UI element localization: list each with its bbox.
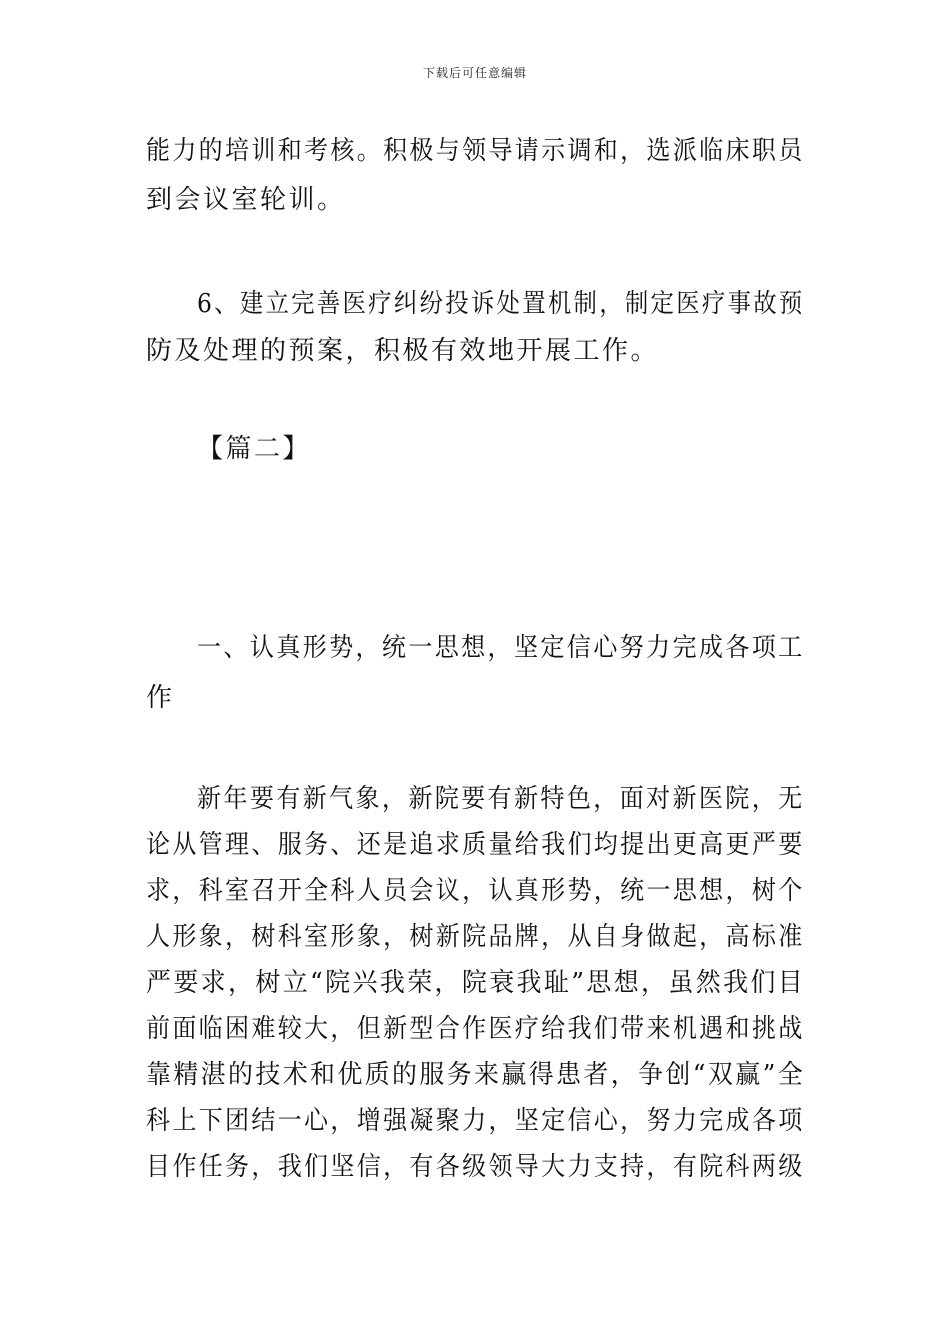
page-header: 下载后可任意编辑 (422, 66, 527, 80)
text-line: 作 (146, 683, 175, 713)
text-line: 靠精湛的技术和优质的服务来赢得患者，争创“双赢”全 (146, 1060, 806, 1090)
text-line: 前面临困难较大，但新型合作医疗给我们带来机遇和挑战 (146, 1014, 805, 1044)
text-line: 新年要有新气象，新院要有新特色，面对新医院，无 (197, 784, 805, 814)
text-line: 论从管理、服务、还是追求质量给我们均提出更高更严要 (146, 830, 805, 860)
text-line: 求，科室召开全科人员会议，认真形势，统一思想，树个 (146, 876, 805, 906)
text-line: 严要求，树立“院兴我荣，院衰我耻”思想，虽然我们目 (146, 968, 806, 998)
text-line: 防及处理的预案，积极有效地开展工作。 (146, 336, 660, 366)
section-title: 【篇二】 (197, 434, 312, 464)
text-line: 能力的培训和考核。积极与领导请示调和，选派临床职员 (146, 136, 805, 166)
text-line: 到会议室轮训。 (146, 185, 346, 215)
text-line: 一、认真形势，统一思想，坚定信心努力完成各项工 (197, 633, 805, 663)
text-line: 6、建立完善医疗纠纷投诉处置机制，制定医疗事故预 (197, 289, 805, 319)
text-line: 人形象，树科室形象，树新院品牌，从自身做起，高标准 (146, 922, 805, 952)
text-line: 科上下团结一心，增强凝聚力，坚定信心，努力完成各项 (146, 1106, 805, 1136)
text-line: 目作任务，我们坚信，有各级领导大力支持，有院科两级 (146, 1152, 805, 1182)
